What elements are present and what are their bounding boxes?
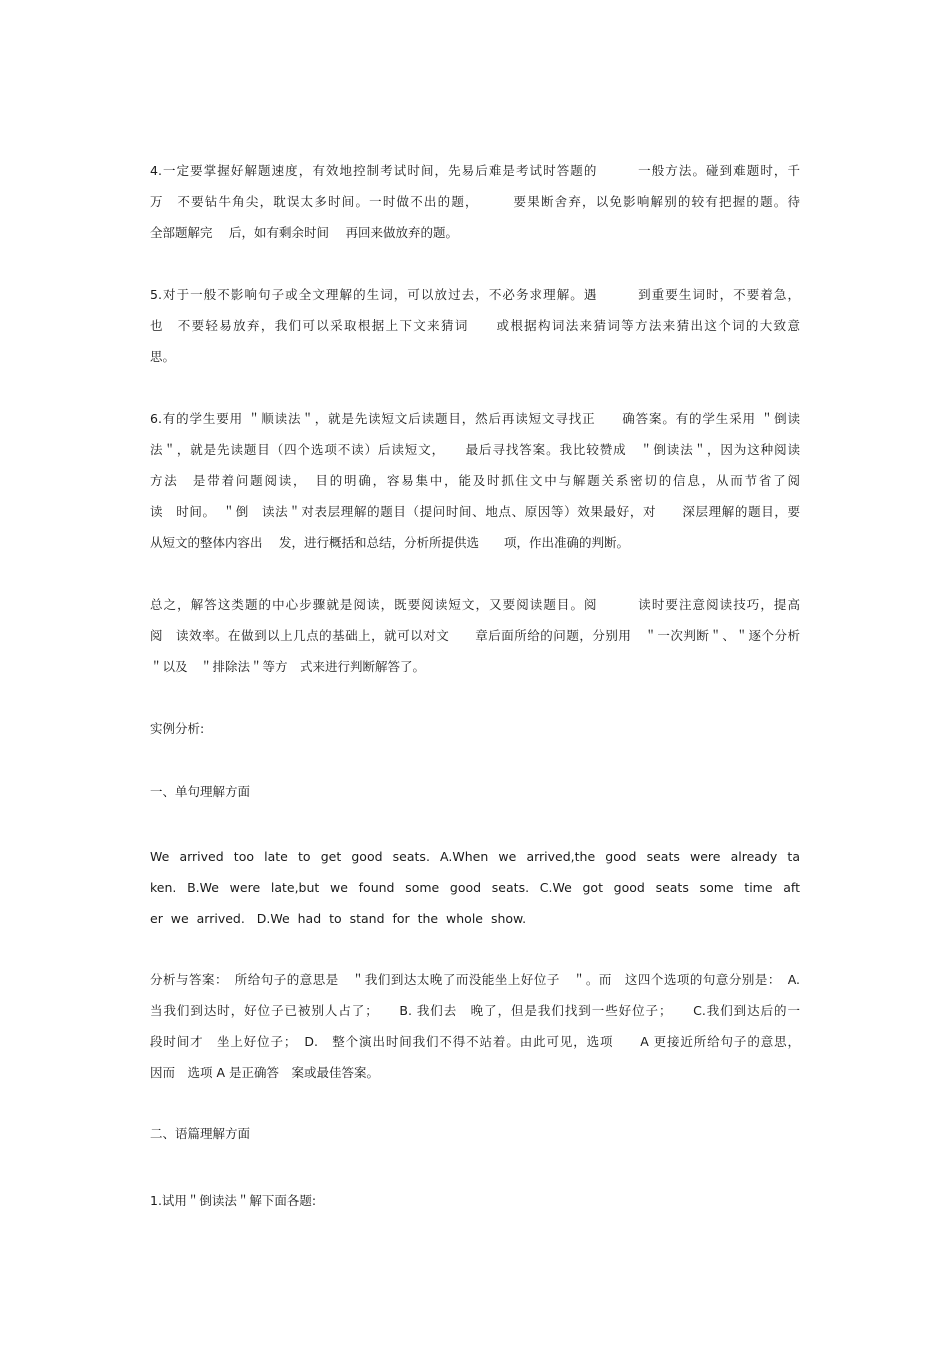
text-line: 从短文的整体内容出 发，进行概括和总结，分析所提供选 项，作出准确的判断。	[150, 535, 629, 550]
text-line: 分析与答案： 所给句子的意思是 ＂我们到达太晚了而没能坐上好位子 ＂。而 这四个选项的句意分别是： A.	[150, 972, 800, 987]
text-line: 思。	[150, 349, 176, 364]
section-label: 实例分析:	[150, 721, 205, 736]
text-line: We arrived too late to get good seats. A.When we arrived,the good seats were already ta	[150, 849, 800, 864]
text-line: 4.一定要掌握好解题速度，有效地控制考试时间，先易后难是考试时答题的 一般方法。碰到难题时，千	[150, 163, 800, 178]
text-line: 总之，解答这类题的中心步骤就是阅读，既要阅读短文，又要阅读题目。阅 读时要注意阅读技巧，提高	[150, 597, 800, 612]
text-line: 阅 读效率。在做到以上几点的基础上，就可以对文 章后面所给的问题，分别用 ＂一次判断＂、＂逐个分析	[150, 628, 800, 643]
text-line: 段时间才 坐上好位子； D. 整个演出时间我们不得不站着。由此可见，选项 A 更接近所给句子的意思，	[150, 1034, 800, 1049]
text-line: 万 不要钻牛角尖，耽误太多时间。一时做不出的题， 要果断舍弃，以免影响解别的较有把握的题。待	[150, 194, 800, 209]
text-line: 因而 选项 A 是正确答 案或最佳答案。	[150, 1065, 379, 1080]
text-line: 当我们到达时，好位子已被别人占了； B. 我们去 晚了，但是我们找到一些好位子； C.我们到达后的一	[150, 1003, 800, 1018]
final-instruction: 1.试用＂倒读法＂解下面各题:	[150, 1193, 317, 1208]
paragraph-example-english	[150, 841, 800, 934]
paragraph-tip-6	[150, 403, 800, 558]
paragraph-tip-4	[150, 155, 800, 248]
text-line: 5.对于一般不影响句子或全文理解的生词，可以放过去，不必务求理解。遇 到重要生词时，不要着急，	[150, 287, 800, 302]
section-one-heading: 一、单句理解方面	[150, 784, 251, 799]
section-two-heading: 二、语篇理解方面	[150, 1126, 251, 1141]
text-line: 6.有的学生要用 ＂顺读法＂，就是先读短文后读题目，然后再读短文寻找正 确答案。有的学生采用 ＂倒读	[150, 411, 800, 426]
text-line: 全部题解完 后，如有剩余时间 再回来做放弃的题。	[150, 225, 458, 240]
paragraph-summary	[150, 589, 800, 682]
text-line: 读 时间。 ＂倒 读法＂对表层理解的题目（提问时间、地点、原因等）效果最好，对 深层理解的题目，要	[150, 504, 800, 519]
text-line: er we arrived. D.We had to stand for the whole show.	[150, 911, 527, 926]
text-line: 方法 是带着问题阅读， 目的明确，容易集中，能及时抓住文中与解题关系密切的信息，从而节省了阅	[150, 473, 800, 488]
text-line: 法＂，就是先读题目（四个选项不读）后读短文， 最后寻找答案。我比较赞成 ＂倒读法＂，因为这种阅读	[150, 442, 800, 457]
text-line: 也 不要轻易放弃，我们可以采取根据上下文来猜词 或根据构词法来猜词等方法来猜出这个词的大致意	[150, 318, 800, 333]
text-line: ken. B.We were late,but we found some good seats. C.We got good seats some time aft	[150, 880, 800, 895]
text-line: ＂以及 ＂排除法＂等方 式来进行判断解答了。	[150, 659, 426, 674]
paragraph-analysis	[150, 964, 800, 1088]
paragraph-tip-5	[150, 279, 800, 372]
